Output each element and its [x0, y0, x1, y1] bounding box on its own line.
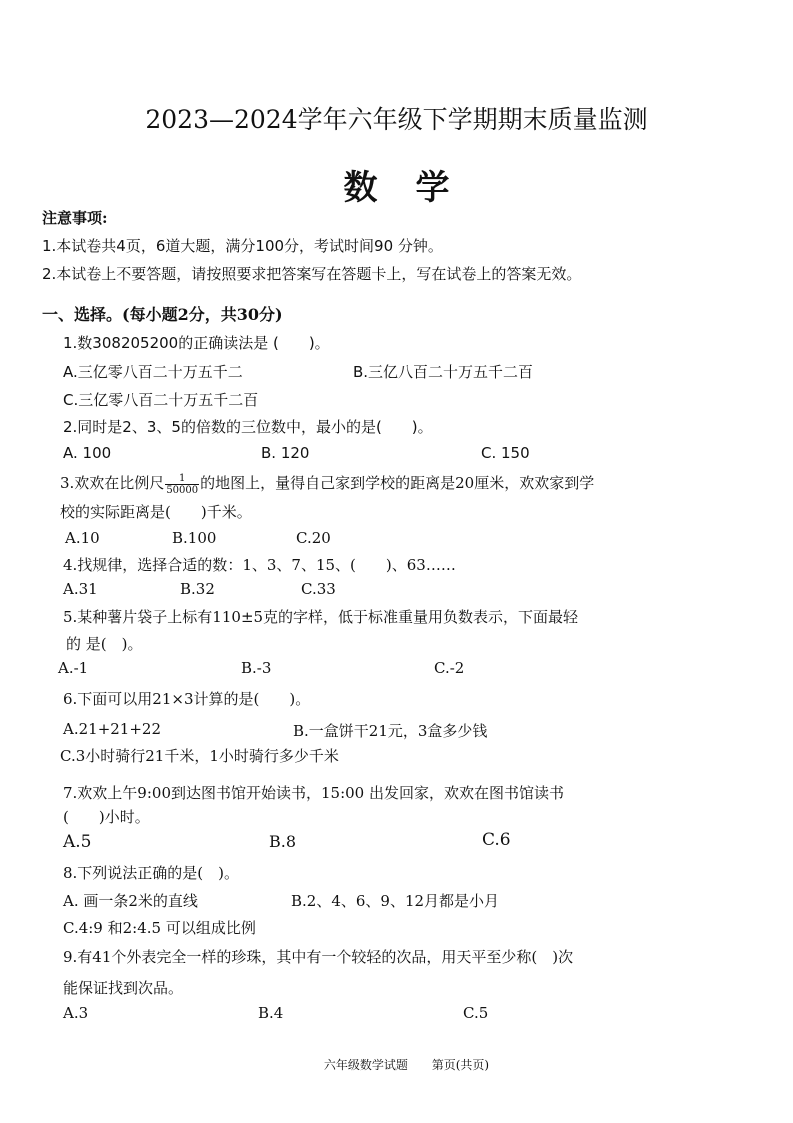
- q3-option-b: B.100: [172, 529, 217, 547]
- scale-fraction: [165, 473, 199, 496]
- footer-exam-name: 六年级数学试题: [323, 1058, 408, 1072]
- page-footer: [0, 1056, 793, 1073]
- fraction-numerator: 1: [165, 473, 199, 485]
- q2-option-b: B. 120: [261, 444, 310, 462]
- note-item-1: 1.本试卷共4页，6道大题，满分100分，考试时间90 分钟。: [42, 237, 443, 255]
- q6-option-b: B.一盒饼干21元，3盒多少钱: [293, 722, 488, 740]
- note-item-2: 2.本试卷上不要答题，请按照要求把答案写在答题卡上，写在试卷上的答案无效。: [42, 265, 582, 283]
- section1-heading: 一、选择。(每小题2分，共30分): [42, 305, 283, 324]
- q6-option-a: A.21+21+22: [63, 720, 161, 738]
- q6-option-c: C.3小时骑行21千米，1小时骑行多少千米: [60, 747, 339, 765]
- q2-option-c: C. 150: [481, 444, 530, 462]
- exam-title: 2023—2024学年六年级下学期期末质量监测: [145, 105, 648, 134]
- q3-stem-line2: 校的实际距离是( )千米。: [60, 503, 252, 521]
- q7-option-c: C.6: [482, 830, 511, 850]
- q7-option-b: B.8: [269, 832, 297, 851]
- q9-stem-line2: 能保证找到次品。: [63, 979, 184, 997]
- q8-option-a: A. 画一条2米的直线: [63, 892, 198, 910]
- q3-stem-pre: 3.欢欢在比例尺: [60, 474, 165, 492]
- q5-option-c: C.-2: [434, 659, 465, 677]
- q8-option-c: C.4:9 和2:4.5 可以组成比例: [63, 919, 256, 937]
- q1-option-c: C.三亿零八百二十万五千二百: [63, 391, 259, 409]
- q9-option-c: C.5: [463, 1004, 489, 1022]
- subject-title: 数学: [343, 168, 488, 208]
- q2-option-a: A. 100: [63, 444, 112, 462]
- fraction-denominator: 50000: [166, 484, 199, 496]
- q8-stem: 8.下列说法正确的是( )。: [63, 864, 240, 882]
- q4-stem: 4.找规律，选择合适的数：1、3、7、15、( )、63……: [63, 556, 456, 574]
- q3-stem-post: 的地图上，量得自己家到学校的距离是20厘米，欢欢家到学: [200, 474, 595, 492]
- q9-stem: 9.有41个外表完全一样的珍珠，其中有一个较轻的次品，用天平至少称( )次: [63, 948, 574, 966]
- q3-option-a: A.10: [65, 529, 100, 547]
- q5-option-b: B.-3: [241, 659, 272, 677]
- q4-option-b: B.32: [180, 580, 215, 598]
- notes-heading: 注意事项:: [42, 209, 108, 227]
- q2-stem: 2.同时是2、3、5的倍数的三位数中，最小的是( )。: [63, 418, 433, 436]
- footer-page-number: 第页(共页): [431, 1058, 490, 1072]
- q4-option-a: A.31: [63, 580, 98, 598]
- q1-option-a: A.三亿零八百二十万五千二: [63, 363, 243, 381]
- q5-stem: 5.某种薯片袋子上标有110±5克的字样，低于标准重量用负数表示，下面最轻: [63, 608, 579, 626]
- q5-option-a: A.-1: [58, 659, 89, 677]
- q3-option-c: C.20: [296, 529, 331, 547]
- q5-stem-line2: 的 是( )。: [66, 635, 143, 653]
- q6-stem: 6.下面可以用21×3计算的是( )。: [63, 690, 311, 708]
- q7-option-a: A.5: [63, 832, 92, 852]
- q7-stem: 7.欢欢上午9:00到达图书馆开始读书，15:00 出发回家，欢欢在图书馆读书: [63, 784, 564, 802]
- q8-option-b: B.2、4、6、9、12月都是小月: [291, 892, 500, 910]
- q1-stem: 1.数308205200的正确读法是 ( )。: [63, 334, 330, 352]
- q9-option-b: B.4: [258, 1004, 284, 1022]
- q9-option-a: A.3: [63, 1004, 89, 1022]
- q4-option-c: C.33: [301, 580, 336, 598]
- q1-option-b: B.三亿八百二十万五千二百: [353, 363, 534, 381]
- q3-stem: [60, 472, 594, 496]
- q7-stem-line2: ( )小时。: [63, 808, 150, 826]
